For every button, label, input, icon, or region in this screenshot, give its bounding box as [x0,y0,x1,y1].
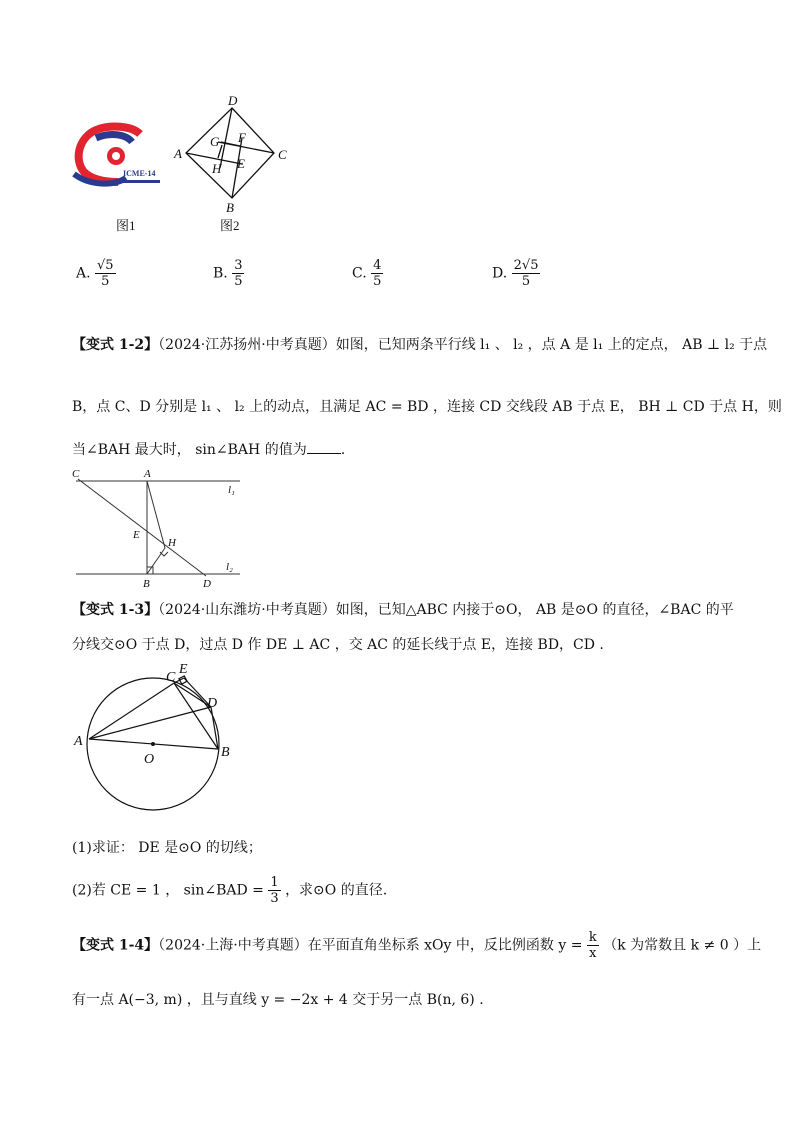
p12-label-C: C [72,468,80,480]
label-E: E [237,156,245,171]
choice-c[interactable]: C. $\frac{4}{5}$ [352,258,382,289]
p13-label-D: D [207,696,218,711]
label-C: C [278,147,287,162]
p12-label-D: D [203,578,211,590]
p13-label-A: A [74,734,83,749]
p12-label-A: A [144,468,151,480]
answer-blank[interactable] [307,441,341,454]
label-G: G [210,134,220,149]
p13-q1: (1)求证： DE 是⊙O 的切线； [72,840,262,856]
p14-line1: 【变式 1-4】（2024·上海·中考真题）在平面直角坐标系 xOy 中，反比例函数 y = $\frac{k}{x}$ （k 为常数且 k ≠ 0 ）上 [72,930,762,961]
p12-label-H: H [168,537,176,549]
fig1-caption: 图1 [116,218,136,233]
figure-2 [186,108,274,198]
p12-label-l2: l₂ [226,561,233,573]
p12-line2: B，点 C、D 分别是 l₁ 、 l₂ 上的动点，且满足 AC = BD ，连接 CD 交线段 AB 于点 E， BH ⊥ CD 于点 H，则 [72,399,782,415]
p13-label-B: B [221,745,230,760]
p13-line2: 分线交⊙O 于点 D，过点 D 作 DE ⊥ AC ，交 AC 的延长线于点 E，连接 BD，CD . [72,637,604,653]
choice-d[interactable]: D. $\frac{2√5}{5}$ [492,258,539,289]
label-B: B [226,200,234,215]
p14-line2: 有一点 A(−3, m) ，且与直线 y = −2x + 4 交于另一点 B(n, 6) . [72,992,484,1008]
label-F: F [238,130,246,145]
label-A: A [174,146,182,161]
p12-label-B: B [143,578,150,590]
icme-logo [74,127,160,184]
p13-label-E: E [179,662,188,677]
fig2-caption: 图2 [220,218,240,233]
choice-b[interactable]: B. $\frac{3}{5}$ [213,258,243,289]
label-H: H [212,161,222,176]
p13-figure [70,660,250,830]
choice-a[interactable]: A. $\frac{√5}{5}$ [76,258,114,289]
p13-label-O: O [144,752,155,767]
p12-line1: 【变式 1-2】（2024·江苏扬州·中考真题）如图，已知两条平行线 l₁ 、 l₂ ，点 A 是 l₁ 上的定点， AB ⊥ l₂ 于点 [72,337,768,353]
p12-line3: 当∠BAH 最大时， sin∠BAH 的值为 . [72,442,346,458]
label-D: D [228,93,238,108]
p12-label-l1: l₁ [228,484,235,496]
p13-label-C: C [166,670,176,685]
logo-text: ICME-14 [123,169,156,178]
p12-figure [70,466,250,590]
p13-line1: 【变式 1-3】（2024·山东潍坊·中考真题）如图，已知△ABC 内接于⊙O， AB 是⊙O 的直径，∠BAC 的平 [72,602,734,618]
top-figures [70,90,300,240]
p12-label-E: E [133,529,140,541]
p13-q2: (2)若 CE = 1 ， sin∠BAD = $\frac{1}{3}$ ，求⊙O 的直径. [72,875,388,906]
